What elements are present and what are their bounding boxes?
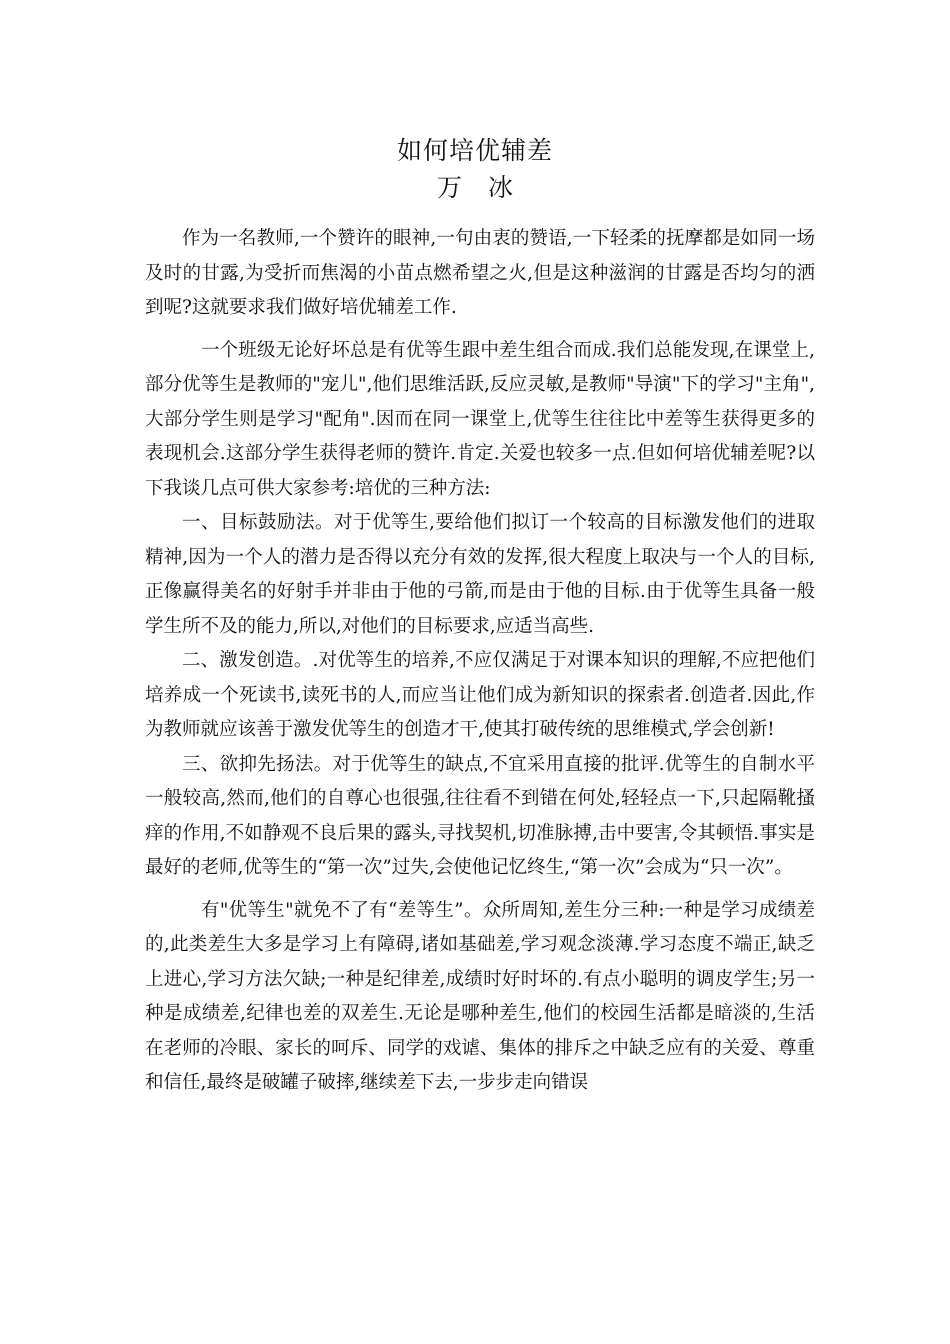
author-family-name: 冰 [488,173,514,202]
document-title: 如何培优辅差 [396,136,553,165]
document-body [145,222,815,1101]
author-given-name: 万 [436,173,462,202]
paragraph-intro: 作为一名教师,一个赞许的眼神,一句由衷的赞语,一下轻柔的抚摩都是如同一场及时的甘露,为受折而焦渴的小苗点燃希望之火,但是这种滋润的甘露是否均匀的洒到呢?这就要求我们做好培优辅差工作. [145,228,815,318]
paragraph-struggling-students: 有"优等生"就免不了有“差等生”。众所周知,差生分三种:一种是学习成绩差的,此类差生大多是学习上有障碍,诸如基础差,学习观念淡薄.学习态度不端正,缺乏上进心,学习方法欠缺;一种是纪律差,成绩时好时坏的.有点小聪明的调皮学生;另一种是成绩差,纪律也差的双差生.无论是哪种差生,他们的校园生活都是暗淡的,生活在老师的冷眼、家长的呵斥、同学的戏谑、集体的排斥之中缺乏应有的关爱、尊重和信任,最终是破罐子破摔,继续差下去,一步步走向错误 [145,899,815,1093]
paragraph-class-composition: 一个班级无论好坏总是有优等生跟中差生组合而成.我们总能发现,在课堂上,部分优等生是教师的"宠儿",他们思维活跃,反应灵敏,是教师"导演"下的学习"主角",大部分学生则是学习"配角".因而在同一课堂上,优等生往往比中差等生获得更多的表现机会.这部分学生获得老师的赞许.肯定.关爱也较多一点.但如何培优辅差呢?以下我谈几点可供大家参考:培优的三种方法: [145,339,815,499]
paragraph-method-goal: 一、目标鼓励法。对于优等生,要给他们拟订一个较高的目标激发他们的进取精神,因为一个人的潜力是否得以充分有效的发挥,很大程度上取决与一个人的目标,正像赢得美名的好射手并非由于他的弓箭,而是由于他的目标.由于优等生具备一般学生所不及的能力,所以,对他们的目标要求,应适当高些. [145,512,815,637]
document-author [0,173,950,203]
paragraph-method-praise: 三、欲抑先扬法。对于优等生的缺点,不宜采用直接的批评.优等生的自制水平一般较高,然而,他们的自尊心也很强,往往看不到错在何处,轻轻点一下,只起隔靴搔痒的作用,不如静观不良后果的露头,寻找契机,切准脉搏,击中要害,令其顿悟.事实是最好的老师,优等生的“第一次”过失,会使他记忆终生,“第一次”会成为“只一次”。 [145,753,815,878]
paragraph-method-creativity: 二、激发创造。.对优等生的培养,不应仅满足于对课本知识的理解,不应把他们培养成一个死读书,读死书的人,而应当让他们成为新知识的探索者.创造者.因此,作为教师就应该善于激发优等生的创造才干,使其打破传统的思维模式,学会创新! [145,650,815,740]
